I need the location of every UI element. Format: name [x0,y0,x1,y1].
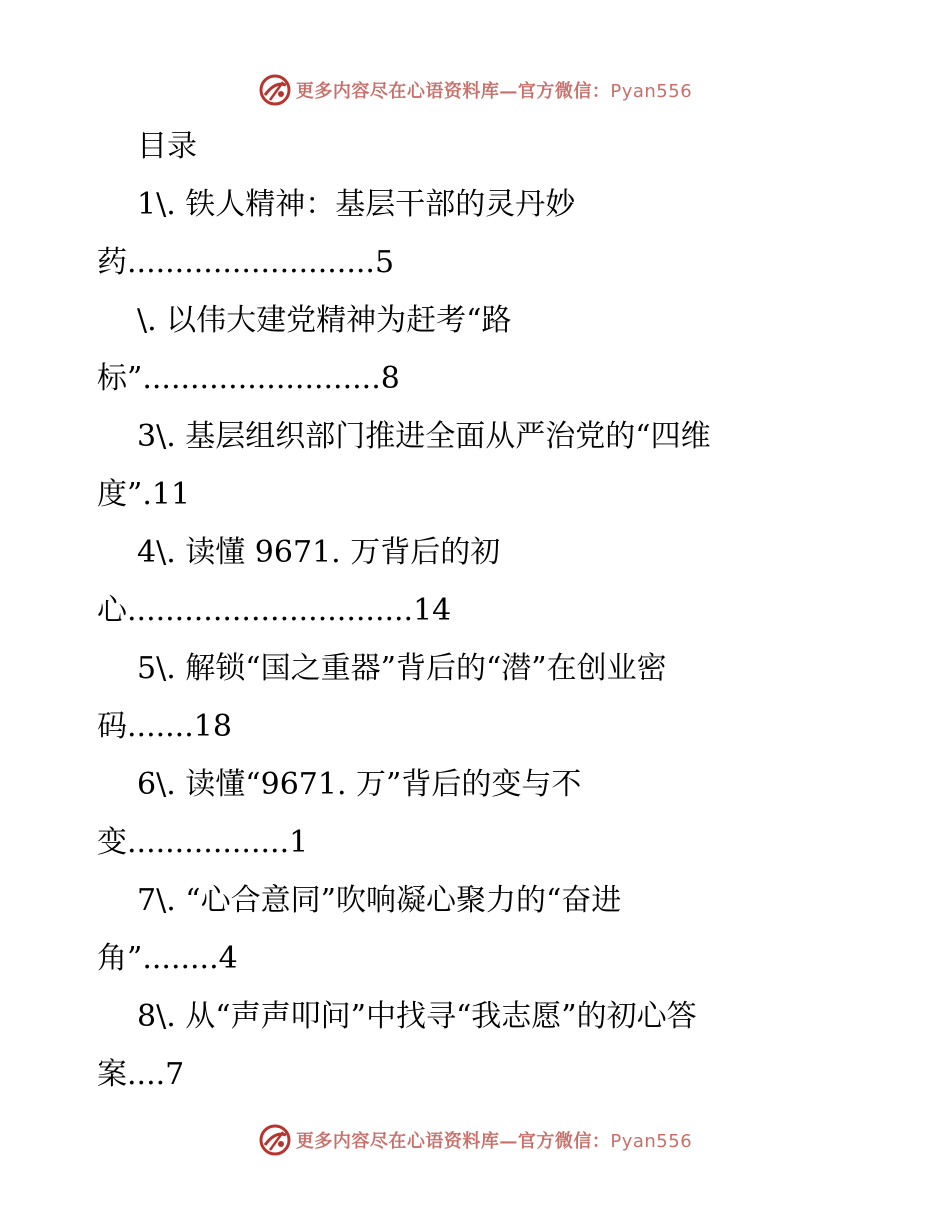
toc-entry-head: 8\. 从“声声叩问”中找寻“我志愿”的初心答 [137,999,697,1034]
toc-entry-tail: 度”.11 [97,477,191,512]
wechat-id: Pyan556 [610,1131,693,1152]
footer-banner [0,1120,950,1160]
toc-entry-tail: 码.......18 [97,709,232,744]
toc-entry-head: 7\. “心合意同”吹响凝心聚力的“奋进 [137,883,622,918]
header-banner [0,70,950,110]
toc-entry-tail: 标”.........................8 [97,361,400,396]
brand-logo-icon [258,1123,292,1157]
brand-logo-icon [258,73,292,107]
toc-entry-tail: 角”........4 [97,941,238,976]
toc-entry-head: 1\. 铁人精神：基层干部的灵丹妙 [137,187,576,222]
toc-entry-tail: 药..........................5 [97,245,395,280]
table-of-contents [0,118,950,1104]
toc-entry-head: 3\. 基层组织部门推进全面从严治党的“四维 [137,419,711,454]
banner-text: 更多内容尽在心语资料库—官方微信：Pyan556 [295,81,693,102]
toc-entry-tail: 案....7 [97,1057,185,1092]
toc-title: 目录 [137,129,197,164]
banner-text: 更多内容尽在心语资料库—官方微信：Pyan556 [295,1131,693,1152]
toc-entry-tail: 变.................1 [97,825,309,860]
wechat-id: Pyan556 [610,81,693,102]
toc-entry-head: 4\. 读懂 9671. 万背后的初 [137,535,501,570]
toc-entry-head: \. 以伟大建党精神为赶考“路 [137,303,512,338]
toc-entry-head: 6\. 读懂“9671. 万”背后的变与不 [137,767,582,802]
toc-entry-head: 5\. 解锁“国之重器”背后的“潜”在创业密 [137,651,667,686]
toc-entry-tail: 心..............................14 [97,593,452,628]
